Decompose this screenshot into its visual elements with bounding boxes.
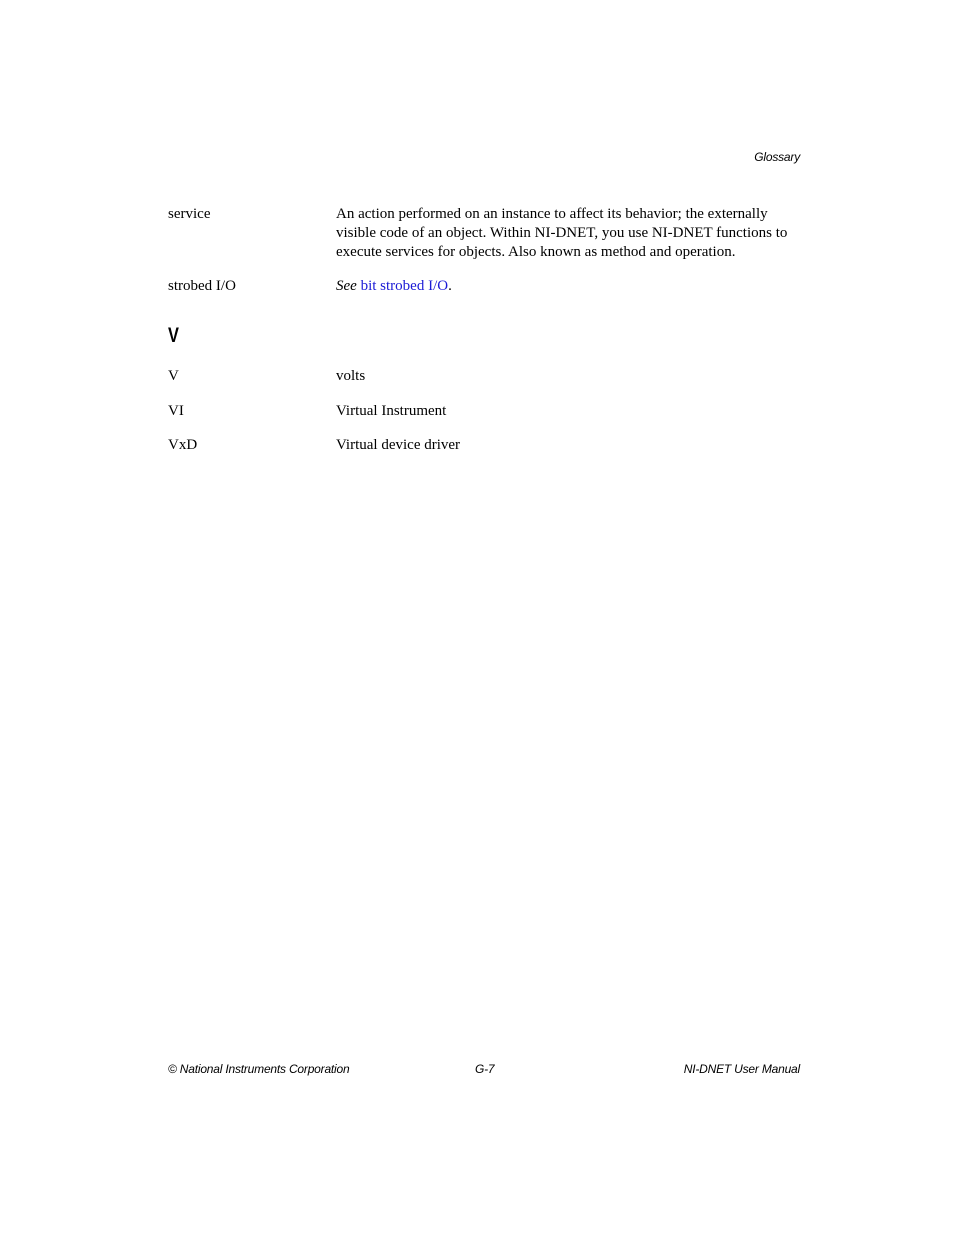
glossary-definition bbox=[336, 277, 802, 296]
glossary-entry-strobed-io bbox=[168, 277, 802, 297]
glossary-term: VxD bbox=[168, 437, 198, 453]
glossary-definition: Virtual device driver bbox=[336, 437, 461, 453]
glossary-definition: volts bbox=[336, 368, 366, 384]
glossary-term: V bbox=[168, 368, 179, 384]
glossary-definition: Virtual Instrument bbox=[336, 403, 447, 419]
glossary-term: VI bbox=[168, 403, 184, 419]
glossary-term: strobed I/O bbox=[168, 278, 236, 294]
glossary-entry-vi bbox=[168, 402, 802, 422]
footer-copyright: © National Instruments Corporation bbox=[168, 1062, 350, 1076]
running-header: Glossary bbox=[754, 150, 800, 164]
see-label: See bbox=[336, 278, 357, 294]
footer-page-number: G-7 bbox=[475, 1062, 495, 1076]
glossary-entry-v bbox=[168, 367, 802, 387]
glossary-definition: An action performed on an instance to affect its behavior; the externally visible code of an object. Within NI-DNET, you use NI-DNET functions to execute services for objects. Also known as method and operation. bbox=[336, 206, 788, 260]
glossary-entry-vxd bbox=[168, 436, 802, 456]
glossary-entry-service bbox=[168, 205, 802, 265]
cross-reference-link[interactable]: bit strobed I/O bbox=[360, 278, 449, 294]
glossary-term: service bbox=[168, 206, 211, 222]
definition-suffix: . bbox=[448, 278, 452, 294]
footer-manual-title: NI-DNET User Manual bbox=[683, 1062, 800, 1076]
section-letter-heading: V bbox=[168, 324, 179, 347]
